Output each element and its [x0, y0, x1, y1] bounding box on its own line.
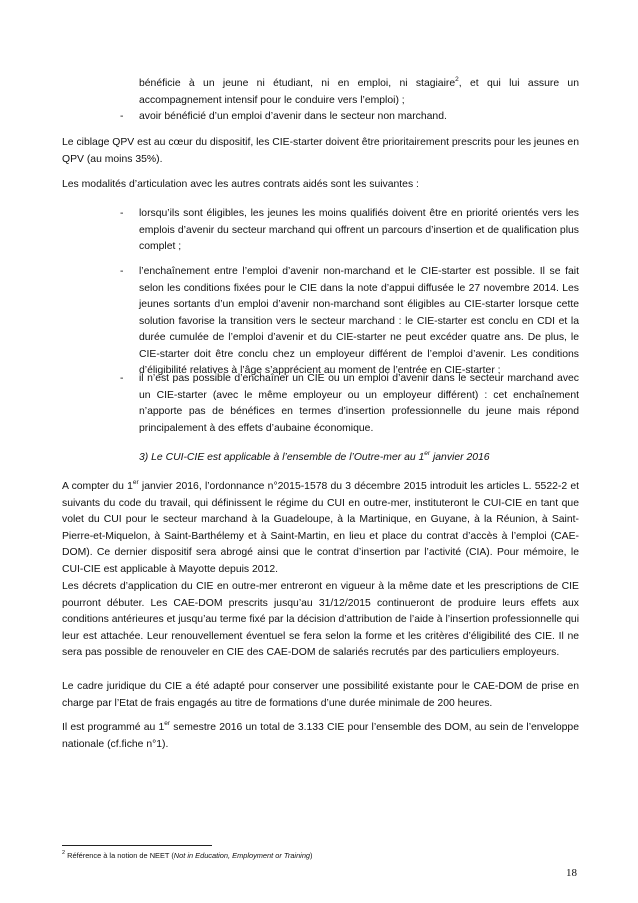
continuation-text: bénéficie à un jeune ni étudiant, ni en emploi, ni stagiaire	[139, 78, 456, 89]
paragraph-decrets: Les décrets d’application du CIE en outre-mer entreront en vigueur à la même date et les prescriptions de CIE pourront débuter. Les CAE-DOM prescrits jusqu’au 31/12/2015 continueront de produire leurs effets aux conditions antérieures et jusqu’au terme fixé par la décision d’attribution de l’aide à l’insertion professionnelle qui leur est attachée. Leur renouvellement éventuel se fera selon la forme et les critères d’éligibilité des CIE. Il ne sera pas possible de renouveler en CIE des CAE-DOM de salariés recrutés par des particuliers employeurs.	[62, 581, 579, 658]
list-item-text: lorsqu’ils sont éligibles, les jeunes les moins qualifiés doivent être en priorité orientés vers les emplois d’avenir du secteur marchand qui offrent un parcours d’insertion et de qualification plus complet ;	[139, 208, 579, 252]
para-text-end: semestre 2016 un total de 3.133 CIE pour l’ensemble des DOM, au sein de l’enveloppe nationale (cf.fiche n°1).	[62, 722, 579, 750]
heading-text-end: janvier 2016	[430, 452, 490, 463]
list-dash: -	[120, 111, 124, 122]
list-item-text: l’enchaînement entre l’emploi d’avenir non-marchand et le CIE-starter est possible. Il se fait selon les conditions fixées pour le CIE dans la note d’appui diffusée le 27 novembre 2014. Les jeunes sortants d’un emploi d’avenir non-marchand sont éligibles au CIE-starter lorsque cette solution favorise la transition vers le secteur marchand : le CIE-starter est conclu en CDI et la durée cumulée de l’emploi d’avenir et du CIE-starter ne peut excéder quatre ans. De plus, le CIE-starter doit être conclu chez un employeur différent de l’emploi d’avenir. Les conditions d’éligibilité relatives à l’âge s’apprécient au moment de l’entrée en CIE-starter ;	[139, 266, 579, 376]
paragraph-programme	[62, 720, 579, 753]
list-dash: -	[120, 208, 124, 219]
section-heading	[139, 450, 579, 467]
list-dash: -	[120, 266, 124, 277]
para-text: Il est programmé au 1	[62, 722, 165, 733]
paragraph-outremer	[62, 479, 579, 578]
list-item-text: il n’est pas possible d’enchaîner un CIE ou un emploi d’avenir dans le secteur marchand avec un CIE-starter (avec le même employeur ou un employeur différent) : cet enchaînement n’apporte pas de bénéfices en termes d’insertion professionnelle du jeune mais répond principalement à des effets d’aubaine économique.	[139, 373, 579, 434]
para-sup: er	[132, 478, 139, 486]
list-item-continuation	[139, 76, 579, 109]
page-number: 18	[566, 867, 577, 879]
paragraph-qpv: Le ciblage QPV est au cœur du dispositif, les CIE-starter doivent être prioritairement prescrits pour les jeunes en QPV (au moins 35%).	[62, 137, 579, 165]
footnote	[62, 851, 582, 861]
paragraph-cadre: Le cadre juridique du CIE a été adapté pour conserver une possibilité existante pour le CAE-DOM de prise en charge par l’Etat de frais engagés au titre de formations d’une durée minimale de 200 heures.	[62, 681, 579, 709]
continuation-text-end: , et qui lui assure un accompagnement intensif pour le conduire vers l’emploi) ;	[139, 78, 579, 106]
paragraph-modalites: Les modalités d’articulation avec les autres contrats aidés sont les suivantes :	[62, 179, 419, 190]
para-text-end: janvier 2016, l’ordonnance n°2015-1578 du 3 décembre 2015 introduit les articles L. 5522-2 et suivants du code du travail, qui définissent le régime du CUI en outre-mer, instituteront le CUI-CIE en tant que volet du CUI pour le secteur marchand à la Guadeloupe, à la Martinique, en Guyane, à la Réunion, à Saint-Pierre-et-Miquelon, à Saint-Barthélemy et à Saint-Martin, en lieu et place du contrat d’accès à l’emploi (CAE-DOM). Ce dernier dispositif sera abrogé ainsi que le contrat d’insertion par l’activité (CIA). Pour mémoire, le CUI-CIE est applicable à Mayotte depuis 2012.	[62, 481, 579, 575]
footnote-text-end: )	[310, 851, 313, 860]
footnote-divider	[62, 845, 212, 846]
heading-text: 3) Le CUI-CIE est applicable à l’ensemble de l’Outre-mer au 1	[139, 452, 425, 463]
footnote-text: Référence à la notion de NEET (	[65, 851, 174, 860]
heading-sup: er	[424, 449, 431, 457]
footnote-number: 2	[62, 849, 66, 856]
para-sup: er	[164, 719, 171, 727]
list-item-text: avoir bénéficié d’un emploi d’avenir dans le secteur non marchand.	[139, 111, 447, 122]
list-dash: -	[120, 373, 124, 384]
para-text: A compter du 1	[62, 481, 133, 492]
footnote-italic: Not in Education, Employment or Training	[173, 851, 311, 860]
footnote-ref: 2	[455, 75, 459, 83]
